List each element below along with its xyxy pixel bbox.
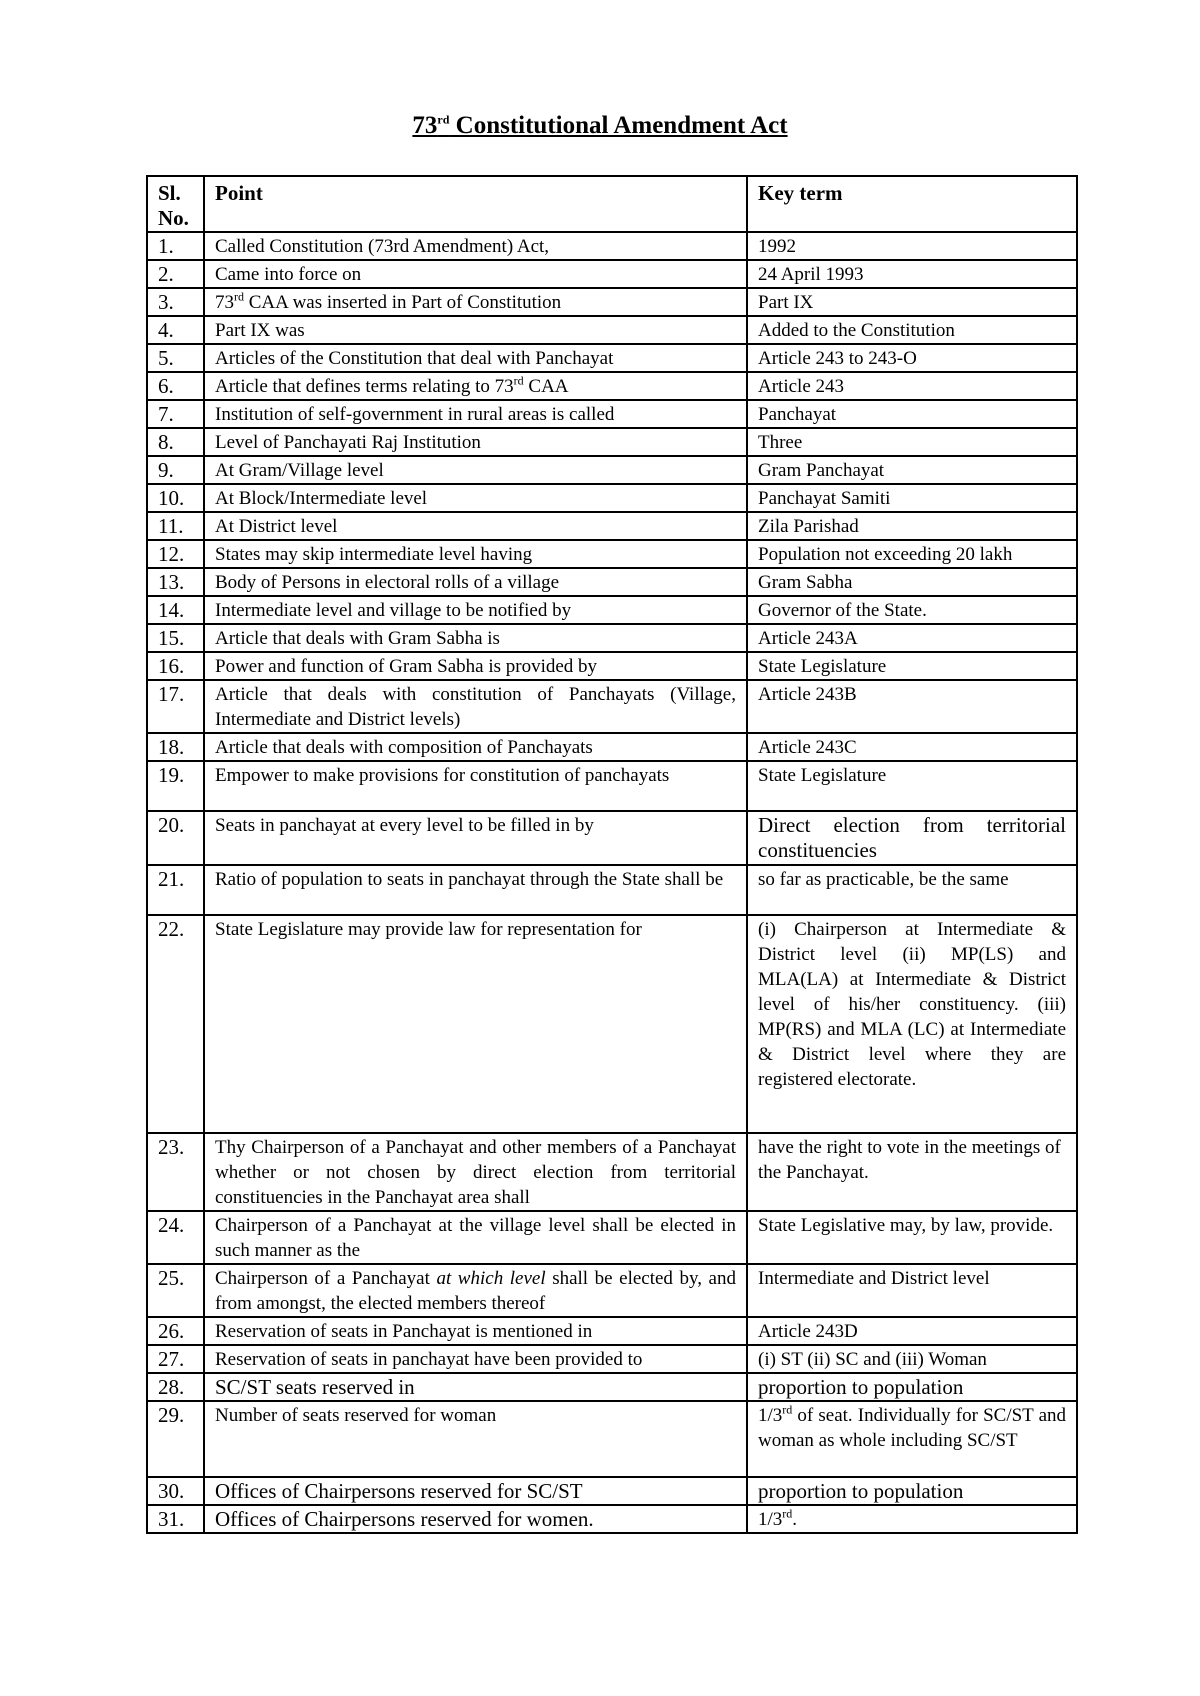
row-point: Called Constitution (73rd Amendment) Act,: [204, 232, 747, 260]
row-point: Ratio of population to seats in panchayat through the State shall be: [204, 865, 747, 915]
row-point: Articles of the Constitution that deal with Panchayat: [204, 344, 747, 372]
row-key-term: Panchayat Samiti: [747, 484, 1077, 512]
row-number: 22.: [147, 915, 204, 1133]
row-number: 30.: [147, 1477, 204, 1505]
row-number: 3.: [147, 288, 204, 316]
row-point: Offices of Chairpersons reserved for SC/ST: [204, 1477, 747, 1505]
table-row: [147, 624, 1077, 652]
row-number: 10.: [147, 484, 204, 512]
row-point: Seats in panchayat at every level to be filled in by: [204, 811, 747, 865]
row-point: Institution of self-government in rural areas is called: [204, 400, 747, 428]
row-key-term: Zila Parishad: [747, 512, 1077, 540]
row-number: 5.: [147, 344, 204, 372]
row-number: 19.: [147, 761, 204, 811]
row-key-term: have the right to vote in the meetings of the Panchayat.: [747, 1133, 1077, 1211]
row-point: Number of seats reserved for woman: [204, 1401, 747, 1477]
row-key-term: Added to the Constitution: [747, 316, 1077, 344]
row-number: 15.: [147, 624, 204, 652]
row-key-term: Panchayat: [747, 400, 1077, 428]
row-key-term: 1/3rd of seat. Individually for SC/ST and woman as whole including SC/ST: [747, 1401, 1077, 1477]
row-key-term: Three: [747, 428, 1077, 456]
row-key-term: Intermediate and District level: [747, 1264, 1077, 1317]
row-point: At District level: [204, 512, 747, 540]
table-row: [147, 865, 1077, 915]
header-key-term: Key term: [747, 176, 1077, 232]
table-row: [147, 428, 1077, 456]
document-title: 73rd Constitutional Amendment Act: [412, 112, 788, 139]
row-key-term: Part IX: [747, 288, 1077, 316]
table-row: [147, 484, 1077, 512]
table-row: [147, 1211, 1077, 1264]
row-number: 13.: [147, 568, 204, 596]
table-row: [147, 680, 1077, 733]
row-key-term: Article 243B: [747, 680, 1077, 733]
row-number: 11.: [147, 512, 204, 540]
row-number: 14.: [147, 596, 204, 624]
table-row: [147, 761, 1077, 811]
row-number: 4.: [147, 316, 204, 344]
row-key-term: proportion to population: [747, 1373, 1077, 1401]
row-key-term: 1992: [747, 232, 1077, 260]
row-point: Chairperson of a Panchayat at which level shall be elected by, and from amongst, the elected members thereof: [204, 1264, 747, 1317]
row-key-term: Article 243: [747, 372, 1077, 400]
row-key-term: Gram Panchayat: [747, 456, 1077, 484]
row-key-term: Governor of the State.: [747, 596, 1077, 624]
table-row: [147, 232, 1077, 260]
row-number: 27.: [147, 1345, 204, 1373]
row-key-term: State Legislature: [747, 652, 1077, 680]
row-number: 17.: [147, 680, 204, 733]
row-point: Article that defines terms relating to 73rd CAA: [204, 372, 747, 400]
row-number: 21.: [147, 865, 204, 915]
row-point: At Gram/Village level: [204, 456, 747, 484]
row-number: 26.: [147, 1317, 204, 1345]
row-number: 8.: [147, 428, 204, 456]
row-point: Came into force on: [204, 260, 747, 288]
row-point: Reservation of seats in Panchayat is mentioned in: [204, 1317, 747, 1345]
table-row: [147, 1133, 1077, 1211]
row-number: 31.: [147, 1505, 204, 1533]
row-point: SC/ST seats reserved in: [204, 1373, 747, 1401]
row-point: Intermediate level and village to be notified by: [204, 596, 747, 624]
table-row: [147, 288, 1077, 316]
table-row: [147, 596, 1077, 624]
table-row: [147, 1477, 1077, 1505]
table-row: [147, 260, 1077, 288]
table-row: [147, 344, 1077, 372]
row-key-term: Article 243D: [747, 1317, 1077, 1345]
row-number: 1.: [147, 232, 204, 260]
table-row: [147, 1264, 1077, 1317]
row-point: Reservation of seats in panchayat have been provided to: [204, 1345, 747, 1373]
row-point: Chairperson of a Panchayat at the village level shall be elected in such manner as the: [204, 1211, 747, 1264]
row-number: 24.: [147, 1211, 204, 1264]
row-key-term: so far as practicable, be the same: [747, 865, 1077, 915]
row-number: 18.: [147, 733, 204, 761]
row-point: Offices of Chairpersons reserved for women.: [204, 1505, 747, 1533]
row-key-term: Direct election from territorial constituencies: [747, 811, 1077, 865]
row-key-term: 24 April 1993: [747, 260, 1077, 288]
table-row: [147, 652, 1077, 680]
table-row: [147, 915, 1077, 1133]
row-key-term: proportion to population: [747, 1477, 1077, 1505]
table-header-row: [147, 176, 1077, 232]
table-row: [147, 1373, 1077, 1401]
row-number: 12.: [147, 540, 204, 568]
table-row: [147, 811, 1077, 865]
table-row: [147, 316, 1077, 344]
table-row: [147, 1345, 1077, 1373]
table-row: [147, 512, 1077, 540]
row-number: 25.: [147, 1264, 204, 1317]
row-number: 2.: [147, 260, 204, 288]
row-number: 7.: [147, 400, 204, 428]
row-key-term: (i) ST (ii) SC and (iii) Woman: [747, 1345, 1077, 1373]
row-number: 28.: [147, 1373, 204, 1401]
row-key-term: State Legislative may, by law, provide.: [747, 1211, 1077, 1264]
row-point: At Block/Intermediate level: [204, 484, 747, 512]
row-key-term: 1/3rd.: [747, 1505, 1077, 1533]
table-row: [147, 1317, 1077, 1345]
row-point: Part IX was: [204, 316, 747, 344]
row-number: 20.: [147, 811, 204, 865]
row-key-term: Article 243A: [747, 624, 1077, 652]
table-row: [147, 1505, 1077, 1533]
row-key-term: State Legislature: [747, 761, 1077, 811]
table-row: [147, 372, 1077, 400]
row-point: Power and function of Gram Sabha is provided by: [204, 652, 747, 680]
row-key-term: Gram Sabha: [747, 568, 1077, 596]
row-point: Body of Persons in electoral rolls of a village: [204, 568, 747, 596]
row-point: Level of Panchayati Raj Institution: [204, 428, 747, 456]
row-point: 73rd CAA was inserted in Part of Constitution: [204, 288, 747, 316]
row-point: Article that deals with constitution of Panchayats (Village, Intermediate and District levels): [204, 680, 747, 733]
amendment-table: [146, 175, 1078, 1534]
row-number: 9.: [147, 456, 204, 484]
row-point: State Legislature may provide law for representation for: [204, 915, 747, 1133]
row-point: States may skip intermediate level having: [204, 540, 747, 568]
row-key-term: Population not exceeding 20 lakh: [747, 540, 1077, 568]
row-key-term: (i) Chairperson at Intermediate & District level (ii) MP(LS) and MLA(LA) at Intermediate & District level of his/her constituency. (iii) MP(RS) and MLA (LC) at Intermediate & District level where they are registered electorate.: [747, 915, 1077, 1133]
row-number: 29.: [147, 1401, 204, 1477]
table-row: [147, 568, 1077, 596]
row-number: 16.: [147, 652, 204, 680]
header-point: Point: [204, 176, 747, 232]
table-row: [147, 1401, 1077, 1477]
row-number: 6.: [147, 372, 204, 400]
row-number: 23.: [147, 1133, 204, 1211]
row-point: Empower to make provisions for constitution of panchayats: [204, 761, 747, 811]
table-row: [147, 400, 1077, 428]
table-row: [147, 540, 1077, 568]
row-point: Thy Chairperson of a Panchayat and other members of a Panchayat whether or not chosen by direct election from territorial constituencies in the Panchayat area shall: [204, 1133, 747, 1211]
row-point: Article that deals with composition of Panchayats: [204, 733, 747, 761]
table-row: [147, 456, 1077, 484]
row-key-term: Article 243 to 243-O: [747, 344, 1077, 372]
header-sl-no: Sl. No.: [147, 176, 204, 232]
row-key-term: Article 243C: [747, 733, 1077, 761]
row-point: Article that deals with Gram Sabha is: [204, 624, 747, 652]
table-row: [147, 733, 1077, 761]
